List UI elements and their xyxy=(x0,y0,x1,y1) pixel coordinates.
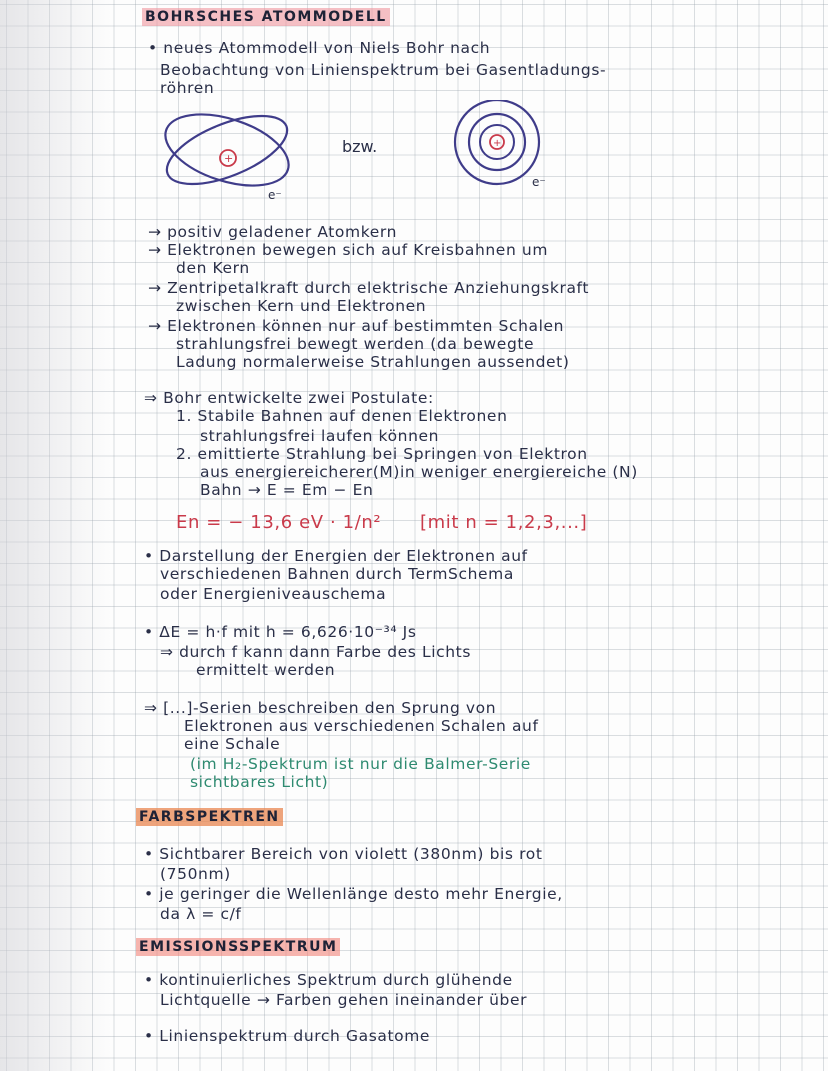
farb-line-2: (750nm) xyxy=(160,865,231,883)
postulate-line-3: strahlungsfrei laufen können xyxy=(200,427,440,445)
delta-line-1: • ΔE = h·f mit h = 6,626·10⁻³⁴ Js xyxy=(144,623,417,641)
delta-line-2: ⇒ durch f kann dann Farbe des Lichts xyxy=(160,643,472,661)
energy-line-2: verschiedenen Bahnen durch TermSchema xyxy=(160,565,514,583)
formula-en: En = − 13,6 eV · 1/n² xyxy=(176,512,382,533)
nucleus-sign-left: + xyxy=(224,152,234,165)
series-line-1: ⇒ [...]-Serien beschreiben den Sprung von xyxy=(144,699,497,717)
heading-bohr: BOHRSCHES ATOMMODELL xyxy=(142,8,390,26)
postulate-line-1: ⇒ Bohr entwickelte zwei Postulate: xyxy=(144,389,434,407)
prop-line-5: zwischen Kern und Elektronen xyxy=(176,297,427,315)
formula-note: [mit n = 1,2,3,...] xyxy=(420,512,588,533)
series-line-3: eine Schale xyxy=(184,735,281,753)
prop-line-7: strahlungsfrei bewegt werden (da bewegte xyxy=(176,335,535,353)
intro-line-1: • neues Atommodell von Niels Bohr nach xyxy=(148,39,491,57)
emission-line-3: • Linienspektrum durch Gasatome xyxy=(144,1027,431,1045)
prop-line-6: → Elektronen können nur auf bestimmten Schalen xyxy=(148,317,565,335)
postulate-line-4: 2. emittierte Strahlung bei Springen von Elektron xyxy=(176,445,588,463)
nucleus-sign-right: + xyxy=(493,138,502,149)
intro-line-2: Beobachtung von Linienspektrum bei Gasentladungs- xyxy=(160,61,607,79)
bzw-text: bzw. xyxy=(342,137,378,156)
green-line-2: sichtbares Licht) xyxy=(190,773,329,791)
farb-line-1: • Sichtbarer Bereich von violett (380nm) bis rot xyxy=(144,845,543,863)
prop-line-3: den Kern xyxy=(176,259,250,277)
energy-line-1: • Darstellung der Energien der Elektronen auf xyxy=(144,547,528,565)
energy-line-3: oder Energieniveauschema xyxy=(160,585,387,603)
series-line-2: Elektronen aus verschiedenen Schalen auf xyxy=(184,717,539,735)
heading-farbspektren: FARBSPEKTREN xyxy=(136,808,283,826)
elliptical-atom-diagram xyxy=(157,101,298,200)
postulate-line-2: 1. Stabile Bahnen auf denen Elektronen xyxy=(176,407,508,425)
emission-line-2: Lichtquelle → Farben gehen ineinander über xyxy=(160,991,528,1009)
prop-line-2: → Elektronen bewegen sich auf Kreisbahnen um xyxy=(148,241,549,259)
emission-line-1: • kontinuierliches Spektrum durch glühende xyxy=(144,971,513,989)
prop-line-8: Ladung normalerweise Strahlungen aussendet) xyxy=(176,353,570,371)
farb-line-4: da λ = c/f xyxy=(160,905,242,923)
circular-atom-diagram xyxy=(455,100,546,189)
prop-line-4: → Zentripetalkraft durch elektrische Anziehungskraft xyxy=(148,279,590,297)
delta-line-3: ermittelt werden xyxy=(196,661,336,679)
intro-line-3: röhren xyxy=(160,79,215,97)
atom-diagrams xyxy=(140,100,700,200)
prop-line-1: → positiv geladener Atomkern xyxy=(148,223,397,241)
heading-emission: EMISSIONSSPEKTRUM xyxy=(136,938,340,956)
binder-shadow xyxy=(0,0,112,1071)
electron-label-left: e⁻ xyxy=(268,188,282,200)
postulate-line-6: Bahn → E = Em − En xyxy=(200,481,374,499)
green-line-1: (im H₂-Spektrum ist nur die Balmer-Serie xyxy=(190,755,531,773)
farb-line-3: • je geringer die Wellenlänge desto mehr Energie, xyxy=(144,885,563,903)
electron-label-right: e⁻ xyxy=(532,175,546,189)
postulate-line-5: aus energiereicherer(M)in weniger energiereiche (N) xyxy=(200,463,638,481)
